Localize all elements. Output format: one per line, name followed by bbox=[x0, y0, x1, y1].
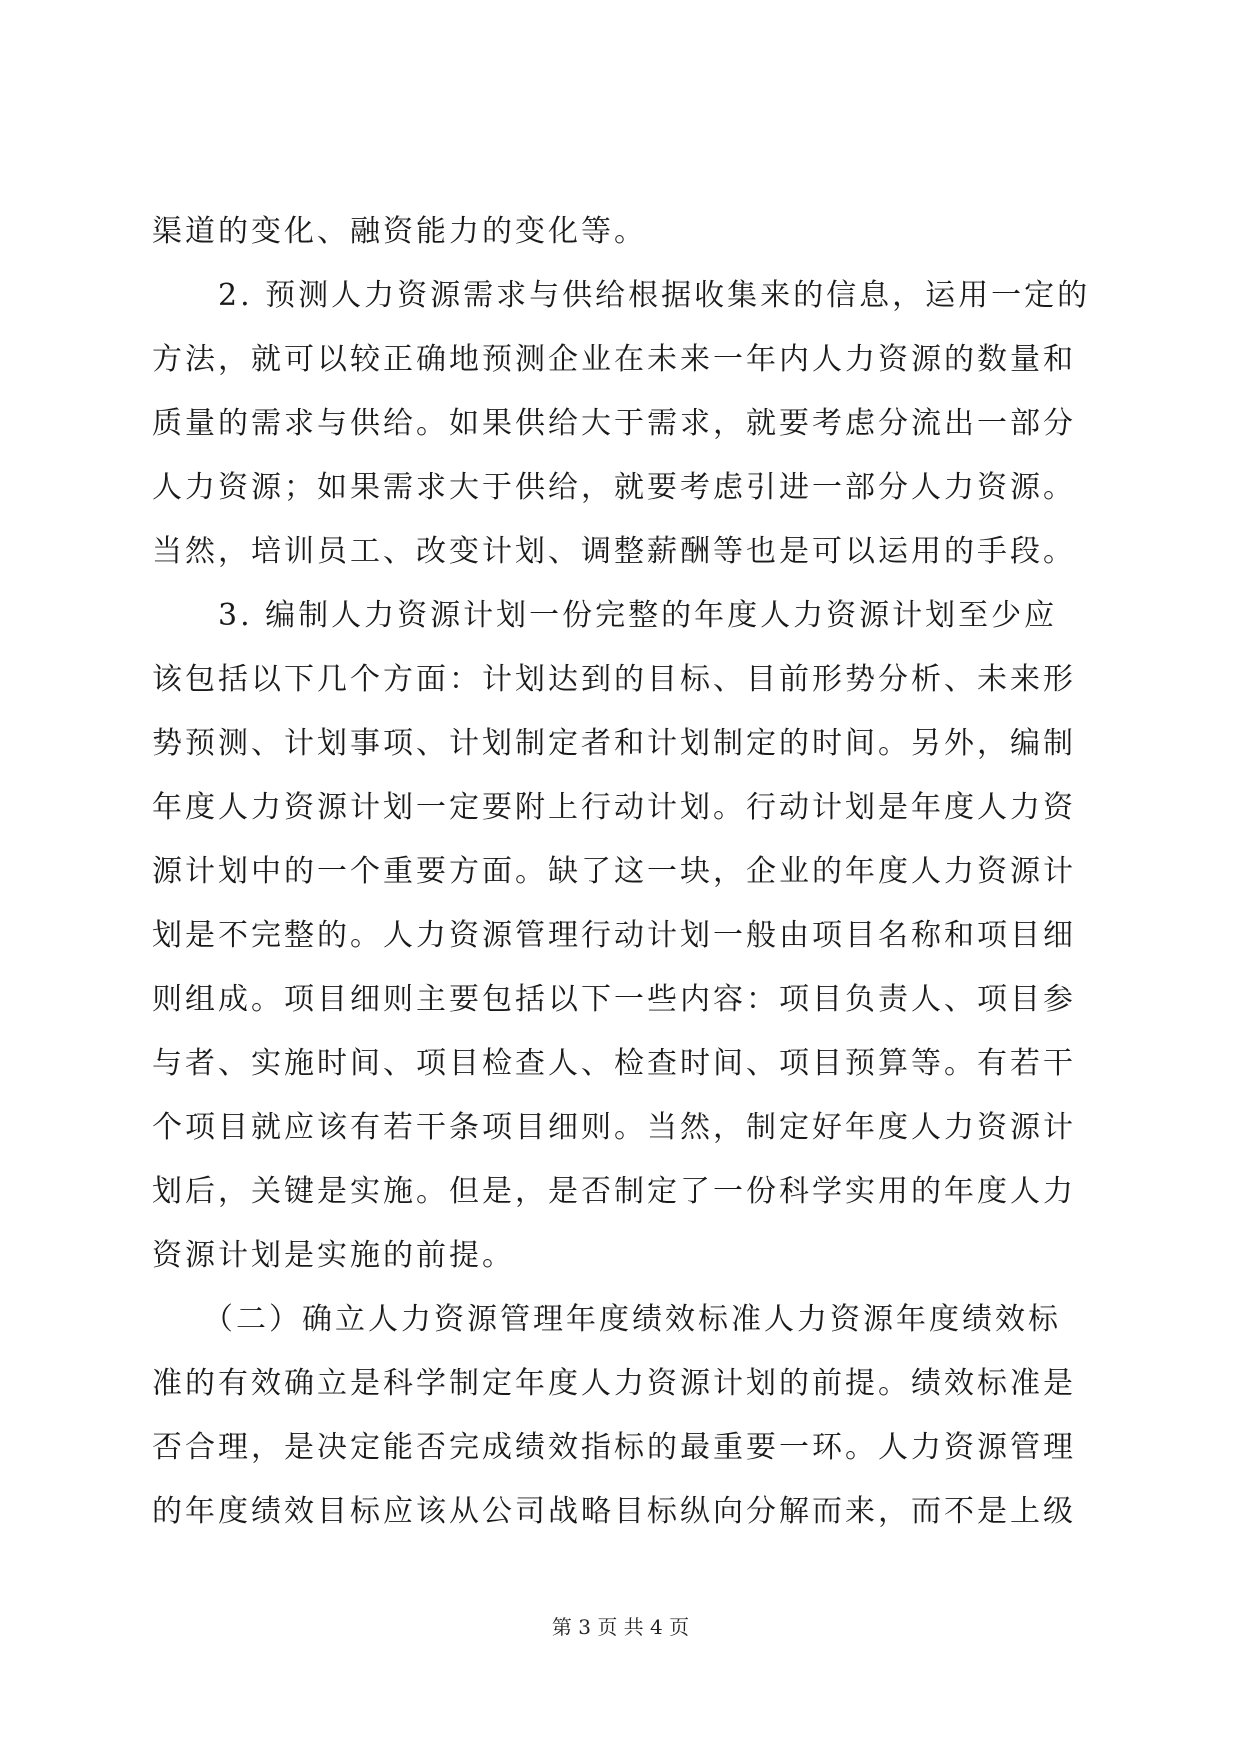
page-number-footer: 第 3 页 共 4 页 bbox=[551, 1615, 690, 1639]
text-line: （二）确立人力资源管理年度绩效标准人力资源年度绩效标 bbox=[152, 1302, 1061, 1337]
text-line: 资源计划是实施的前提。 bbox=[152, 1238, 515, 1273]
text-line: 势预测、计划事项、计划制定者和计划制定的时间。另外，编制 bbox=[152, 726, 1076, 761]
text-line: 该包括以下几个方面：计划达到的目标、目前形势分析、未来形 bbox=[152, 662, 1076, 697]
text-line: 则组成。项目细则主要包括以下一些内容：项目负责人、项目参 bbox=[152, 982, 1076, 1017]
text-line: 渠道的变化、融资能力的变化等。 bbox=[152, 214, 647, 249]
text-line: 人力资源；如果需求大于供给，就要考虑引进一部分人力资源。 bbox=[152, 470, 1076, 505]
document-body bbox=[152, 200, 1092, 1544]
text-line: 质量的需求与供给。如果供给大于需求，就要考虑分流出一部分 bbox=[152, 406, 1076, 441]
text-line: 方法，就可以较正确地预测企业在未来一年内人力资源的数量和 bbox=[152, 342, 1076, 377]
text-line: 否合理，是决定能否完成绩效指标的最重要一环。人力资源管理 bbox=[152, 1430, 1076, 1465]
text-line: 准的有效确立是科学制定年度人力资源计划的前提。绩效标准是 bbox=[152, 1366, 1076, 1401]
text-line: 源计划中的一个重要方面。缺了这一块，企业的年度人力资源计 bbox=[152, 854, 1076, 889]
text-line: 个项目就应该有若干条项目细则。当然，制定好年度人力资源计 bbox=[152, 1110, 1076, 1145]
text-line: 与者、实施时间、项目检查人、检查时间、项目预算等。有若干 bbox=[152, 1046, 1076, 1081]
text-line: 当然，培训员工、改变计划、调整薪酬等也是可以运用的手段。 bbox=[152, 534, 1076, 569]
text-line: 划后，关键是实施。但是，是否制定了一份科学实用的年度人力 bbox=[152, 1174, 1076, 1209]
text-line: 划是不完整的。人力资源管理行动计划一般由项目名称和项目细 bbox=[152, 918, 1076, 953]
text-line: 年度人力资源计划一定要附上行动计划。行动计划是年度人力资 bbox=[152, 790, 1076, 825]
text-line: 的年度绩效目标应该从公司战略目标纵向分解而来，而不是上级 bbox=[152, 1494, 1076, 1529]
text-line: 3. 编制人力资源计划一份完整的年度人力资源计划至少应 bbox=[152, 598, 1058, 633]
text-line: 2. 预测人力资源需求与供给根据收集来的信息，运用一定的 bbox=[152, 278, 1091, 313]
